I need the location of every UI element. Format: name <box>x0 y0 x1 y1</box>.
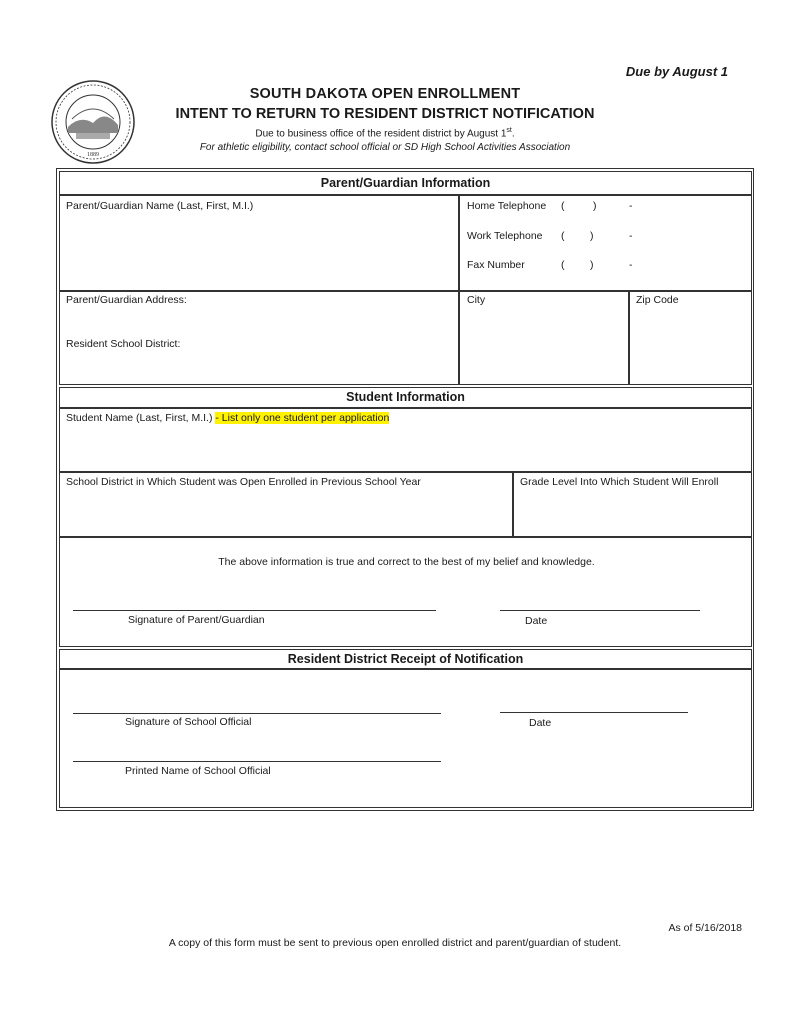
home-phone-paren-open: ( <box>561 200 565 212</box>
certification-block <box>59 537 752 647</box>
form-title-line1: SOUTH DAKOTA OPEN ENROLLMENT <box>249 86 521 102</box>
official-printed-name-line[interactable] <box>73 761 441 762</box>
home-phone-dash: - <box>629 200 633 212</box>
work-phone-paren-close: ) <box>590 230 594 242</box>
parent-address-field[interactable] <box>59 291 459 385</box>
fax-paren-close: ) <box>590 259 594 271</box>
parent-section-header <box>59 171 752 195</box>
zip-code-label: Zip Code <box>636 294 679 306</box>
fax-dash: - <box>629 259 633 271</box>
athletic-eligibility-note: For athletic eligibility, contact school official or SD High School Activities Association <box>199 142 571 153</box>
form-title-line2: INTENT TO RETURN TO RESIDENT DISTRICT NOTIFICATION <box>175 106 595 122</box>
official-signature-line[interactable] <box>73 713 441 714</box>
fax-number-label: Fax Number <box>467 259 525 271</box>
home-telephone-label: Home Telephone <box>467 200 547 212</box>
form-subtitle: Due to business office of the resident district by August 1st. <box>255 127 515 140</box>
city-field[interactable] <box>459 291 629 385</box>
state-seal-icon <box>50 79 136 165</box>
district-section-heading: Resident District Receipt of Notification <box>287 652 524 666</box>
grade-level-field[interactable] <box>513 472 752 537</box>
zip-code-field[interactable] <box>629 291 752 385</box>
certification-statement: The above information is true and correct to the best of my belief and knowledge. <box>218 556 595 568</box>
official-printed-name-label: Printed Name of School Official <box>125 765 271 777</box>
parent-date-label: Date <box>525 615 548 627</box>
one-student-note: - List only one student per application <box>215 412 390 424</box>
parent-date-line[interactable] <box>500 610 700 611</box>
parent-signature-line[interactable] <box>73 610 436 611</box>
parent-address-label: Parent/Guardian Address: <box>66 294 187 306</box>
svg-text:1889: 1889 <box>87 152 99 158</box>
parent-signature-label: Signature of Parent/Guardian <box>128 614 265 626</box>
student-name-label-text: Student Name (Last, First, M.I.) <box>66 412 213 424</box>
city-label: City <box>467 294 486 306</box>
parent-name-label: Parent/Guardian Name (Last, First, M.I.) <box>66 200 254 212</box>
previous-district-field[interactable] <box>59 472 513 537</box>
district-section-header <box>59 649 752 669</box>
phone-numbers-block <box>459 195 752 291</box>
fax-paren-open: ( <box>561 259 565 271</box>
student-section-header <box>59 387 752 408</box>
footer-note: A copy of this form must be sent to previous open enrolled district and parent/guardian of student. <box>168 937 622 949</box>
resident-district-label: Resident School District: <box>66 338 181 350</box>
work-phone-dash: - <box>629 230 633 242</box>
student-name-label <box>66 412 389 424</box>
district-receipt-block <box>59 669 752 808</box>
due-date-label: Due by August 1 <box>625 64 728 79</box>
parent-name-field[interactable] <box>59 195 459 291</box>
parent-section-heading: Parent/Guardian Information <box>320 176 491 190</box>
official-signature-label: Signature of School Official <box>125 716 252 728</box>
student-name-field[interactable] <box>59 408 752 472</box>
revision-date: As of 5/16/2018 <box>668 922 742 934</box>
work-telephone-label: Work Telephone <box>467 230 543 242</box>
previous-district-label: School District in Which Student was Open Enrolled in Previous School Year <box>66 476 421 488</box>
home-phone-paren-close: ) <box>593 200 597 212</box>
official-date-line[interactable] <box>500 712 688 713</box>
student-section-heading: Student Information <box>346 390 465 404</box>
grade-level-label: Grade Level Into Which Student Will Enroll <box>520 476 719 488</box>
work-phone-paren-open: ( <box>561 230 565 242</box>
official-date-label: Date <box>529 717 552 729</box>
